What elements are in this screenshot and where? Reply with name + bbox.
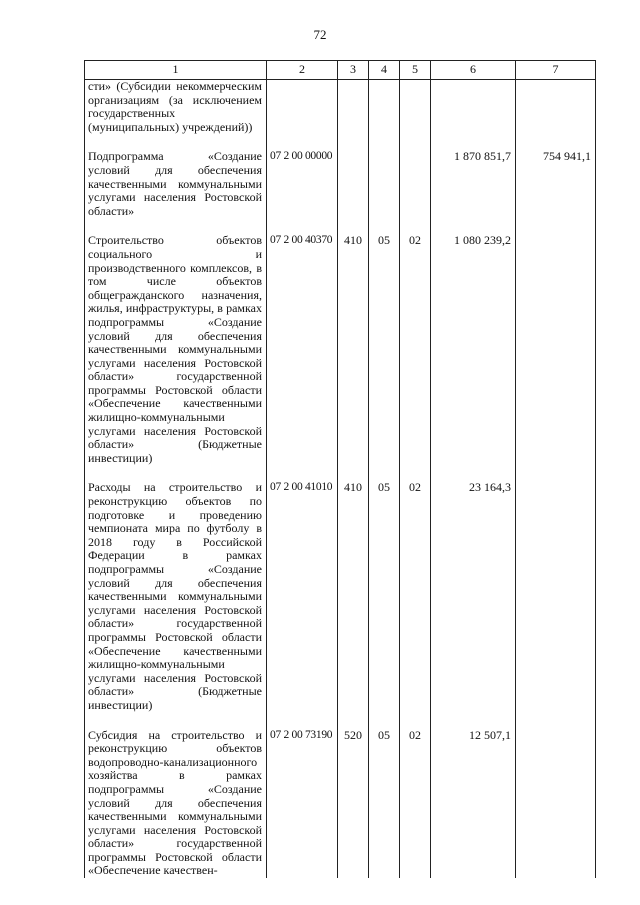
row-subsection	[400, 150, 431, 218]
row-name: Подпрограмма «Создание условий для обеспечения качественными коммунальными услугами населения Ростовской области»	[85, 150, 267, 218]
column-number-header	[85, 61, 596, 80]
row-code	[267, 80, 338, 135]
row-amount-1: 1 870 851,7	[431, 150, 516, 218]
row-expense-type	[338, 150, 369, 218]
budget-table	[84, 60, 596, 878]
table-row	[85, 481, 596, 712]
row-spacer	[85, 465, 596, 481]
column-header-6: 6	[431, 61, 516, 80]
column-header-1: 1	[85, 61, 267, 80]
row-subsection: 02	[400, 729, 431, 879]
row-code: 07 2 00 40370	[267, 234, 338, 465]
row-name: Строительство объектов социального и производственного комплексов, в том числе объектов общегражданского назначения, жилья, инфраструктуры, в рамках подпрограммы «Создание условий для обеспечения качественными коммунальными услугами населения Ростовской области» государственной программы Ростовской области «Обеспечение качественными жилищно-коммунальными услугами населения Ростовской области» (Бюджетные инвестиции)	[85, 234, 267, 465]
table-row	[85, 150, 596, 218]
row-amount-2	[516, 80, 596, 135]
row-section: 05	[369, 234, 400, 465]
row-spacer	[85, 713, 596, 729]
table-row	[85, 80, 596, 135]
row-name: Субсидия на строительство и реконструкцию объектов водопроводно-канализационного хозяйства в рамках подпрограммы «Создание условий для обеспечения качественными коммунальными услугами населения Ростовской области» государственной программы Ростовской области «Обеспечение качествен-	[85, 729, 267, 879]
column-header-7: 7	[516, 61, 596, 80]
row-amount-2: 754 941,1	[516, 150, 596, 218]
column-header-4: 4	[369, 61, 400, 80]
row-amount-1: 1 080 239,2	[431, 234, 516, 465]
row-subsection: 02	[400, 481, 431, 712]
row-subsection	[400, 80, 431, 135]
row-amount-1: 23 164,3	[431, 481, 516, 712]
row-amount-1: 12 507,1	[431, 729, 516, 879]
row-spacer	[85, 218, 596, 234]
row-subsection: 02	[400, 234, 431, 465]
row-amount-2	[516, 481, 596, 712]
row-amount-2	[516, 234, 596, 465]
table-row	[85, 234, 596, 465]
row-spacer	[85, 134, 596, 150]
column-header-3: 3	[338, 61, 369, 80]
row-code: 07 2 00 00000	[267, 150, 338, 218]
row-section	[369, 80, 400, 135]
page-number: 72	[313, 27, 327, 42]
column-header-5: 5	[400, 61, 431, 80]
row-expense-type: 410	[338, 234, 369, 465]
row-section: 05	[369, 481, 400, 712]
row-amount-2	[516, 729, 596, 879]
row-expense-type	[338, 80, 369, 135]
row-name: Расходы на строительство и реконструкцию объектов по подготовке и проведению чемпионата мира по футболу в 2018 году в Российской Федерации в рамках подпрограммы «Создание условий для обеспечения качественными коммунальными услугами населения Ростовской области» государственной программы Ростовской области «Обеспечение качественными жилищно-коммунальными услугами населения Ростовской области» (Бюджетные инвестиции)	[85, 481, 267, 712]
row-amount-1	[431, 80, 516, 135]
row-expense-type: 410	[338, 481, 369, 712]
row-name: сти» (Субсидии некоммерческим организациям (за исключением государственных (муниципальных) учреждений))	[85, 80, 267, 135]
row-code: 07 2 00 41010	[267, 481, 338, 712]
row-section	[369, 150, 400, 218]
row-expense-type: 520	[338, 729, 369, 879]
table-row	[85, 729, 596, 879]
row-code: 07 2 00 73190	[267, 729, 338, 879]
row-section: 05	[369, 729, 400, 879]
column-header-2: 2	[267, 61, 338, 80]
